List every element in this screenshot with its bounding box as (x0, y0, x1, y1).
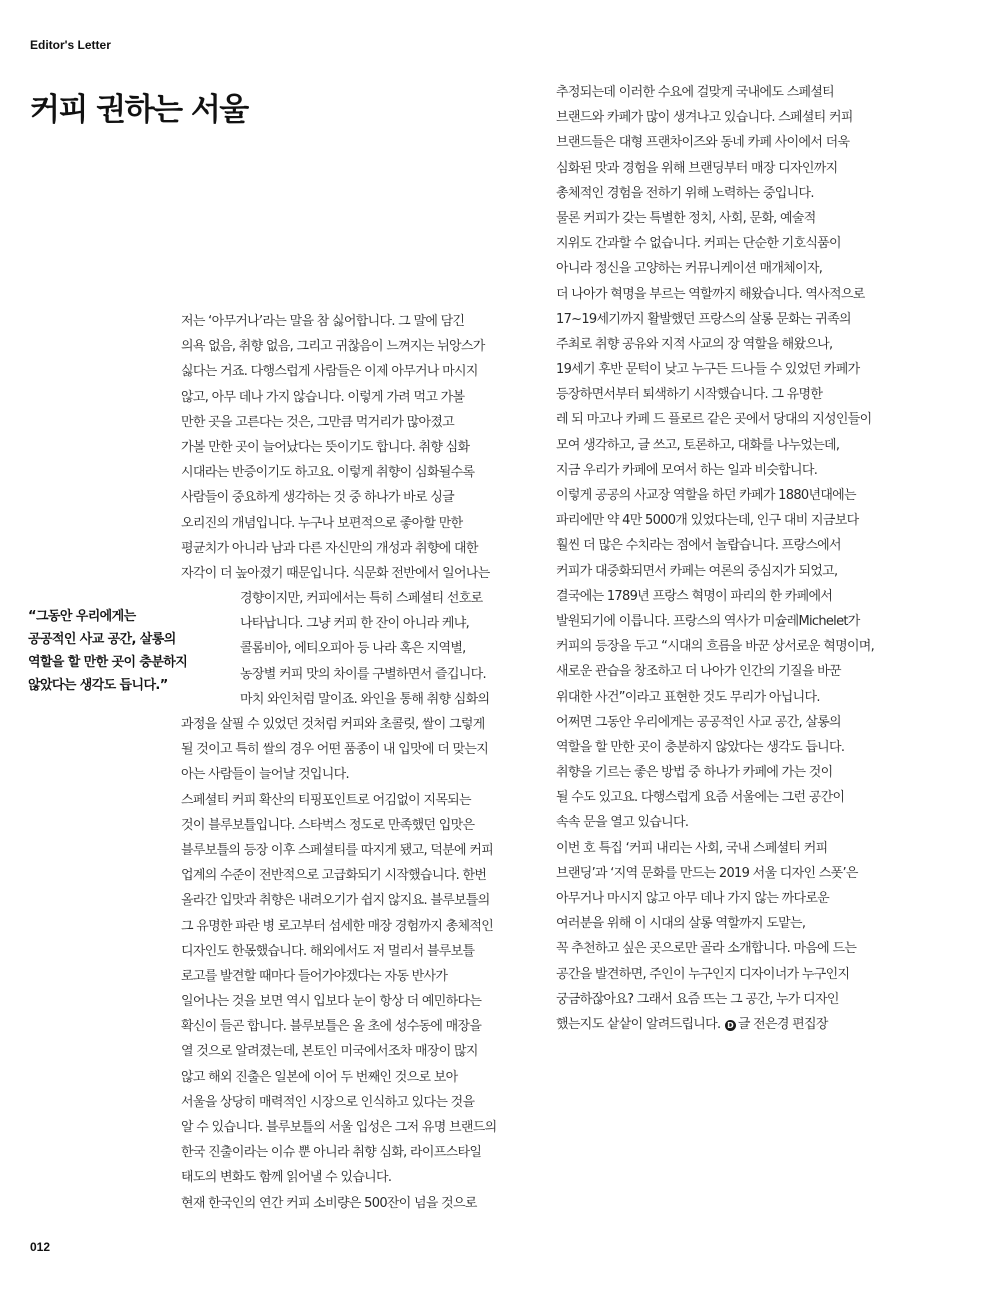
article-line: 현재 한국인의 연간 커피 소비량은 500잔이 넘을 것으로 (181, 1195, 477, 1211)
byline: 글 전은경 편집장 (737, 1016, 828, 1032)
article-line: 농장별 커피 맛의 차이를 구별하면서 즐깁니다. (240, 666, 486, 682)
article-line: 심화된 맛과 경험을 위해 브랜딩부터 매장 디자인까지 (556, 160, 838, 176)
pull-quote-line: 않았다는 생각도 듭니다.” (28, 678, 168, 693)
article-line: 브랜딩’과 ‘지역 문화를 만드는 2019 서울 디자인 스폿’은 (556, 865, 858, 881)
article-line: 훨씬 더 많은 수치라는 점에서 놀랍습니다. 프랑스에서 (556, 538, 841, 554)
article-line: 자각이 더 높아졌기 때문입니다. 식문화 전반에서 일어나는 (181, 565, 490, 581)
article-line: 태도의 변화도 함께 읽어낼 수 있습니다. (181, 1170, 392, 1186)
article-line: 의욕 없음, 취향 없음, 그리고 귀찮음이 느껴지는 뉘앙스가 (181, 339, 485, 355)
article-line: 위대한 사건”이라고 표현한 것도 무리가 아닙니다. (556, 689, 820, 705)
article-line: 역할을 할 만한 곳이 충분하지 않았다는 생각도 듭니다. (556, 739, 845, 755)
article-line: 취향을 기르는 좋은 방법 중 하나가 카페에 가는 것이 (556, 765, 833, 781)
article-line: 지금 우리가 카페에 모여서 하는 일과 비슷합니다. (556, 462, 818, 478)
article-line: 올라간 입맛과 취향은 내려오기가 쉽지 않지요. 블루보틀의 (181, 893, 490, 909)
article-line: 물론 커피가 갖는 특별한 정치, 사회, 문화, 예술적 (556, 210, 816, 226)
article-line: 로고를 발견할 때마다 들어가야겠다는 자동 반사가 (181, 968, 448, 984)
article-line: 저는 ‘아무거나’라는 말을 참 싫어합니다. 그 말에 담긴 (181, 314, 465, 329)
page-number: 012 (30, 1240, 51, 1254)
editor-mark-icon: D (725, 1020, 736, 1031)
article-line: 업계의 수준이 전반적으로 고급화되기 시작했습니다. 한번 (181, 868, 487, 884)
article-line: 궁금하잖아요? 그래서 요즘 뜨는 그 공간, 누가 디자인 (556, 991, 839, 1007)
article-line: 확신이 들곤 합니다. 블루보틀은 올 초에 성수동에 매장을 (181, 1019, 482, 1035)
article-line: 것이 블루보틀입니다. 스타벅스 정도로 만족했던 입맛은 (181, 817, 475, 833)
article-line: 과정을 살필 수 있었던 것처럼 커피와 초콜릿, 쌀이 그렇게 (181, 717, 485, 732)
article-line: 커피가 대중화되면서 카페는 여론의 중심지가 되었고, (556, 563, 838, 579)
article-line: 더 나아가 혁명을 부르는 역할까지 해왔습니다. 역사적으로 (556, 286, 865, 302)
article-line: 레 되 마고나 카페 드 플로르 같은 곳에서 당대의 지성인들이 (556, 412, 872, 428)
pull-quote-line: 역할을 할 만한 곳이 충분하지 (28, 655, 188, 670)
article-line: 발원되기에 이릅니다. 프랑스의 역사가 미슐레Michelet가 (556, 613, 860, 629)
article-line: 지위도 간과할 수 없습니다. 커피는 단순한 기호식품이 (556, 236, 841, 252)
article-line: 경향이지만, 커피에서는 특히 스페셜티 선호로 (240, 591, 483, 607)
article-line: 아는 사람들이 늘어날 것입니다. (181, 767, 349, 783)
article-line: 결국에는 1789년 프랑스 혁명이 파리의 한 카페에서 (556, 588, 833, 604)
article-line: 마치 와인처럼 말이죠. 와인을 통해 취향 심화의 (240, 691, 490, 707)
article-line: 브랜드와 카페가 많이 생겨나고 있습니다. 스페셜티 커피 (556, 110, 853, 126)
article-line: 브랜드들은 대형 프랜차이즈와 동네 카페 사이에서 더욱 (556, 135, 850, 151)
article-line: 않고, 아무 데나 가지 않습니다. 이렇게 가려 먹고 가볼 (181, 389, 465, 405)
article-line: 공간을 발견하면, 주인이 누구인지 디자이너가 누구인지 (556, 966, 850, 982)
pull-quote-line: 공공적인 사교 공간, 살롱의 (28, 632, 176, 647)
article-line: 등장하면서부터 퇴색하기 시작했습니다. 그 유명한 (556, 387, 823, 403)
article-line: 커피의 등장을 두고 “시대의 흐름을 바꾼 상서로운 혁명이며, (556, 639, 875, 655)
article-line: 열 것으로 알려졌는데, 본토인 미국에서조차 매장이 많지 (181, 1044, 478, 1060)
article-line: 디자인도 한몫했습니다. 해외에서도 저 멀리서 블루보틀 (181, 943, 475, 959)
article-line: 알 수 있습니다. 블루보틀의 서울 입성은 그저 유명 브랜드의 (181, 1120, 497, 1135)
article-line: 시대라는 반증이기도 하고요. 이렇게 취향이 심화될수록 (181, 465, 475, 481)
article-line: 일어나는 것을 보면 역시 입보다 눈이 항상 더 예민하다는 (181, 994, 482, 1010)
article-line: 주최로 취향 공유와 지적 사교의 장 역할을 해왔으나, (556, 336, 833, 352)
article-line: 이번 호 특집 ‘커피 내리는 사회, 국내 스페셜티 커피 (556, 840, 828, 856)
article-line: 될 것이고 특히 쌀의 경우 어떤 품종이 내 입맛에 더 맞는지 (181, 742, 489, 758)
pull-quote-line: “그동안 우리에게는 (28, 609, 136, 624)
article-line: 콜롬비아, 에티오피아 등 나라 혹은 지역별, (240, 641, 466, 657)
section-label: Editor's Letter (30, 38, 111, 52)
article-line: 파리에만 약 4만 5000개 있었다는데, 인구 대비 지금보다 (556, 513, 859, 529)
article-line: 만한 곳을 고른다는 것은, 그만큼 먹거리가 많아졌고 (181, 414, 455, 430)
article-line: 총체적인 경험을 전하기 위해 노력하는 중입니다. (556, 185, 814, 201)
article-line: 서울을 상당히 매력적인 시장으로 인식하고 있다는 것을 (181, 1094, 475, 1110)
signoff-text: 했는지도 샅샅이 알려드립니다. (556, 1016, 721, 1032)
article-line: 않고 해외 진출은 일본에 이어 두 번째인 것으로 보아 (181, 1069, 458, 1085)
article-line: 사람들이 중요하게 생각하는 것 중 하나가 바로 싱글 (181, 490, 455, 506)
article-line: 19세기 후반 문턱이 낮고 누구든 드나들 수 있었던 카페가 (556, 362, 860, 378)
article-column-right (556, 80, 874, 1037)
article-line: 그 유명한 파란 병 로고부터 섬세한 매장 경험까지 총체적인 (181, 918, 494, 934)
article-line: 가볼 만한 곳이 늘어났다는 뜻이기도 합니다. 취향 심화 (181, 439, 470, 455)
article-line: 새로운 관습을 창조하고 더 나아가 인간의 기질을 바꾼 (556, 664, 841, 680)
article-line: 추정되는데 이러한 수요에 걸맞게 국내에도 스페셜티 (556, 85, 835, 100)
signoff-line (556, 1012, 874, 1037)
article-line: 블루보틀의 등장 이후 스페셜티를 따지게 됐고, 덕분에 커피 (181, 842, 494, 858)
article-line: 나타납니다. 그냥 커피 한 잔이 아니라 케냐, (240, 616, 470, 632)
page-title: 커피 권하는 서울 (30, 92, 248, 128)
article-line: 스페셜티 커피 확산의 티핑포인트로 어김없이 지목되는 (181, 792, 471, 808)
article-line: 될 수도 있고요. 다행스럽게 요즘 서울에는 그런 공간이 (556, 790, 845, 806)
article-line: 이렇게 공공의 사교장 역할을 하던 카페가 1880년대에는 (556, 488, 856, 503)
article-line: 싫다는 거죠. 다행스럽게 사람들은 이제 아무거나 마시지 (181, 364, 478, 380)
article-column-left (181, 309, 496, 1216)
article-line: 평균치가 아니라 남과 다른 자신만의 개성과 취향에 대한 (181, 540, 478, 556)
article-line: 아무거나 마시지 않고 아무 데나 가지 않는 까다로운 (556, 891, 830, 906)
article-line: 아니라 정신을 고양하는 커뮤니케이션 매개체이자, (556, 261, 823, 277)
article-line: 17~19세기까지 활발했던 프랑스의 살롱 문화는 귀족의 (556, 311, 851, 327)
article-line: 어쩌면 그동안 우리에게는 공공적인 사교 공간, 살롱의 (556, 714, 841, 730)
article-line: 속속 문을 열고 있습니다. (556, 815, 689, 831)
article-line: 한국 진출이라는 이슈 뿐 아니라 취향 심화, 라이프스타일 (181, 1145, 482, 1161)
article-line: 오리진의 개념입니다. 누구나 보편적으로 좋아할 만한 (181, 515, 463, 531)
article-line: 여러분을 위해 이 시대의 살롱 역할까지 도맡는, (556, 916, 806, 932)
article-line: 꼭 추천하고 싶은 곳으로만 골라 소개합니다. 마음에 드는 (556, 941, 857, 957)
article-line: 모여 생각하고, 글 쓰고, 토론하고, 대화를 나누었는데, (556, 437, 840, 453)
